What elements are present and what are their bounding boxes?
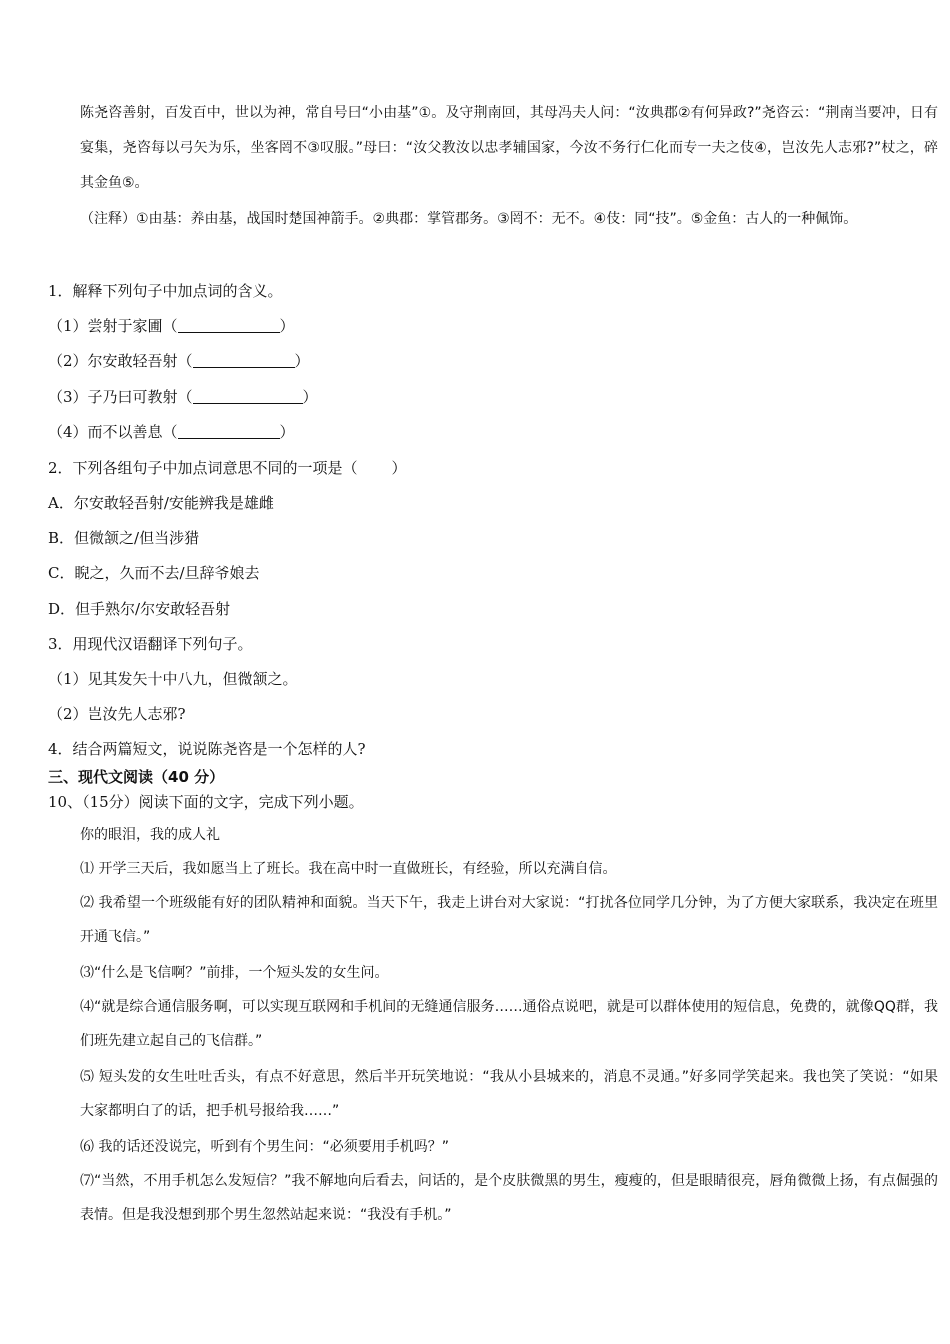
answer-blank[interactable] <box>193 387 303 404</box>
question-4-stem: 4．结合两篇短文，说说陈尧咨是一个怎样的人? <box>48 740 366 758</box>
question-1-item-text: （4）而不以善息（ <box>48 423 178 441</box>
question-1-item <box>48 380 906 415</box>
question-1-item-text: （1）尝射于家圃（ <box>48 317 178 335</box>
question-2-stem <box>48 451 906 486</box>
answer-blank[interactable] <box>178 422 280 439</box>
section-heading: 三、现代文阅读（40 分） <box>48 768 225 786</box>
article-title: 你的眼泪，我的成人礼 <box>80 827 220 843</box>
question-2-option-b: B．但微颔之/但当涉猎 <box>48 529 200 547</box>
answer-blank[interactable] <box>178 316 280 333</box>
article-paragraph-2: ⑵ 我希望一个班级能有好的团队精神和面貌。当天下午，我走上讲台对大家说：“打扰各位同学几分钟，为了方便大家联系，我决定在班里开通飞信。” <box>80 895 938 945</box>
question-3-item: （2）岂汝先人志邪? <box>48 705 186 723</box>
classical-text-paragraph: 陈尧咨善射，百发百中，世以为神，常自号曰“小由基”①。及守荆南回，其母冯夫人问：“汝典郡②有何异政?”尧咨云：“荆南当要冲，日有宴集，尧咨每以弓矢为乐，坐客罔不③叹服。”母曰：“汝父教汝以忠孝辅国家，今汝不务行仁化而专一夫之伎④，岂汝先人志邪?”杖之，碎其金鱼⑤。 <box>80 105 938 191</box>
section-question: 10、（15分）阅读下面的文字，完成下列小题。 <box>48 793 364 811</box>
article-paragraph-3: ⑶“什么是飞信啊？”前排，一个短头发的女生问。 <box>80 965 389 981</box>
question-2-option-a: A．尔安敢轻吾射/安能辨我是雄雌 <box>48 494 274 512</box>
article-paragraph-1: ⑴ 开学三天后，我如愿当上了班长。我在高中时一直做班长，有经验，所以充满自信。 <box>80 861 617 877</box>
question-2-option-c: C．睨之，久而不去/旦辞爷娘去 <box>48 564 260 582</box>
question-1-item-text: （3）子乃曰可教射（ <box>48 388 193 406</box>
classical-text-notes: （注释）①由基：养由基，战国时楚国神箭手。②典郡：掌管郡务。③罔不：无不。④伎：同“技”。⑤金鱼：古人的一种佩饰。 <box>80 211 858 227</box>
close-paren: ） <box>279 317 295 335</box>
answer-blank[interactable] <box>193 351 295 368</box>
close-paren: ） <box>294 352 310 370</box>
close-paren: ） <box>302 388 318 406</box>
question-3-item: （1）见其发矢十中八九，但微颔之。 <box>48 670 298 688</box>
question-1-item <box>48 344 906 379</box>
question-1-item <box>48 415 906 450</box>
question-2-stem-text: 2．下列各组句子中加点词意思不同的一项是（ <box>48 459 358 477</box>
question-1-item <box>48 309 906 344</box>
article-paragraph-7: ⑺“当然，不用手机怎么发短信？”我不解地向后看去，问话的，是个皮肤微黑的男生，瘦瘦的，但是眼睛很亮，唇角微微上扬，有点倔强的表情。但是我没想到那个男生忽然站起来说：“我没有手机。” <box>80 1173 938 1223</box>
question-1-item-text: （2）尔安敢轻吾射（ <box>48 352 193 370</box>
question-2-option-d: D．但手熟尔/尔安敢轻吾射 <box>48 600 231 618</box>
close-paren: ） <box>391 459 407 477</box>
article-paragraph-5: ⑸ 短头发的女生吐吐舌头，有点不好意思，然后半开玩笑地说：“我从小县城来的，消息不灵通。”好多同学笑起来。我也笑了笑说：“如果大家都明白了的话，把手机号报给我……” <box>80 1069 938 1119</box>
article-paragraph-6: ⑹ 我的话还没说完，听到有个男生问：“必须要用手机吗？” <box>80 1139 449 1155</box>
article-paragraph-4: ⑷“就是综合通信服务啊，可以实现互联网和手机间的无缝通信服务……通俗点说吧，就是可以群体使用的短信息，免费的，就像QQ群，我们班先建立起自己的飞信群。” <box>80 999 938 1049</box>
question-1-stem: 1．解释下列句子中加点词的含义。 <box>48 282 283 300</box>
close-paren: ） <box>279 423 295 441</box>
question-3-stem: 3．用现代汉语翻译下列句子。 <box>48 635 253 653</box>
